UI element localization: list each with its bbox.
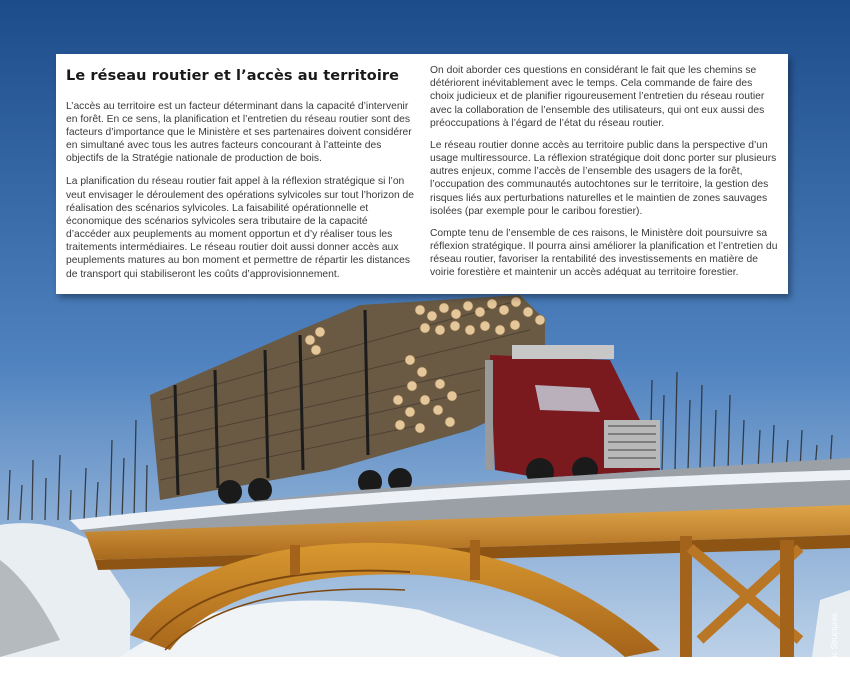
paragraph: On doit aborder ces questions en considérant le fait que les chemins se détériorent inévitablement avec le temps. Cela commande de faire des choix judicieux et de planifier rigoureusement l’entretien du réseau routier avec la collaboration de l’ensemble des utilisateurs, qui ont eux aussi des préoccupations à l’égard de l’état du réseau routier. [430,65,765,129]
paragraph: Le réseau routier donne accès au territoire public dans la perspective d’un usage multiressource. La réflexion stratégique doit donc porter sur plusieurs autres enjeux, comme l’accès de l’ensemble des usagers de la forêt, l’occupation des communautés autochtones sur le territoire, la gestion des risques liés aux perturbations naturelles et le maintien de zones sauvages isolées (par exemple pour le caribou forestier). [430,139,777,217]
article-title: Le réseau routier et l’accès au territoire [66,68,400,84]
article-right-column [430,64,778,286]
article-card [56,54,788,294]
paragraph: La planification du réseau routier fait appel à la réflexion stratégique si l’on veut envisager le déroulement des opérations sylvicoles sur tout l’horizon de réalisation des scénarios sylvicoles. La faisabilité opérationnelle et économique des scénarios sylvicoles sera tributaire de la capacité d’accéder aux peuplements au moment opportun et d’y réaliser tous les traitements intermédiaires. Le réseau routier doit aussi donner accès aux peuplements matures au bon moment et permettre de répartir les distances de transport qui stabiliseront les coûts d’approvisionnement. [66,176,414,280]
article-left-column [66,64,414,286]
photo-credit: Nordic Structures [830,613,839,675]
paragraph: Compte tenu de l’ensemble de ces raisons, le Ministère doit poursuivre sa réflexion stratégique. Il pourra ainsi améliorer la planification et l’entretien du réseau routier, favoriser la rentabilité des investissements en matière de voirie forestière et maintenir un accès adéquat au territoire forestier. [430,227,778,279]
paragraph: L’accès au territoire est un facteur déterminant dans la capacité d’intervenir en forêt. En ce sens, la planification et l’entretien du réseau routier sont des facteurs d’importance que le Ministère et ses partenaires doivent considérer en simultané avec tous les autres facteurs concourant à l’atteinte des objectifs de la Stratégie nationale de production de bois. [66,100,412,165]
